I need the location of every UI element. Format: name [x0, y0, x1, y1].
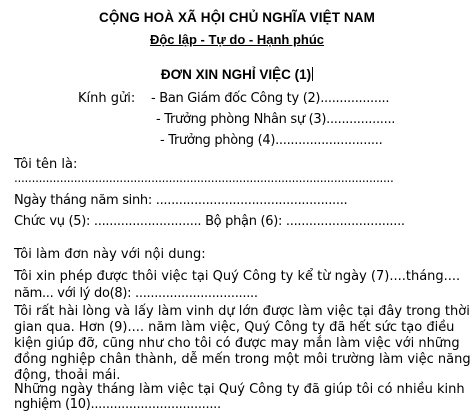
paragraph-2-line-5: động, thoải mái.: [14, 368, 121, 383]
document-title: [0, 66, 474, 83]
recipient-line-2: - Trưởng phòng Nhân sự (3)..................: [156, 112, 396, 127]
text-cursor: [312, 67, 313, 81]
name-fill-line: ............................................................................................................: [14, 171, 394, 185]
national-title: CỘNG HOÀ XÃ HỘI CHỦ NGHĨA VIỆT NAM: [99, 10, 375, 25]
paragraph-3-line-1: Những ngày tháng làm việc tại Quý Công ty đã giúp tôi có nhiều kinh: [14, 382, 465, 397]
paragraph-2-line-2: gian qua. Hơn (9).... năm làm việc, Quý Công ty đã hết sức tạo điều: [14, 320, 455, 335]
paragraph-2-line-3: kiện giúp đỡ, cũng như cho tôi có được may mắn làm việc với những: [14, 336, 460, 351]
content-intro: Tôi làm đơn này với nội dung:: [14, 247, 206, 262]
paragraph-2-line-1: Tôi rất hài lòng và lấy làm vinh dự lớn được làm việc tại đây trong thời: [14, 304, 470, 319]
recipient-label: Kính gửi:: [78, 91, 136, 106]
paragraph-1-line-1: Tôi xin phép được thôi việc tại Quý Công ty kể từ ngày (7)....tháng....: [14, 269, 461, 284]
dob-line: Ngày tháng năm sinh: ..................................................: [14, 193, 348, 208]
paragraph-3-line-2: nghiệm (10)..................................: [14, 397, 221, 412]
position-line: Chức vụ (5): ............................ Bộ phận (6): ...............................: [14, 214, 405, 229]
recipient-line-1: - Ban Giám đốc Công ty (2)..................: [151, 91, 390, 106]
document-title-text: ĐƠN XIN NGHỈ VIỆC (1): [160, 67, 312, 82]
paragraph-2-line-4: đồng nghiệp chân thành, dễ mến trong một môi trường làm việc năng: [14, 352, 471, 367]
national-motto: Độc lập - Tự do - Hạnh phúc: [149, 32, 325, 47]
recipient-line-3: - Trưởng phòng (4)............................: [160, 133, 383, 148]
name-label: Tôi tên là:: [14, 157, 78, 172]
paragraph-1-line-2: năm... với lý do(8): ................................: [14, 286, 258, 301]
